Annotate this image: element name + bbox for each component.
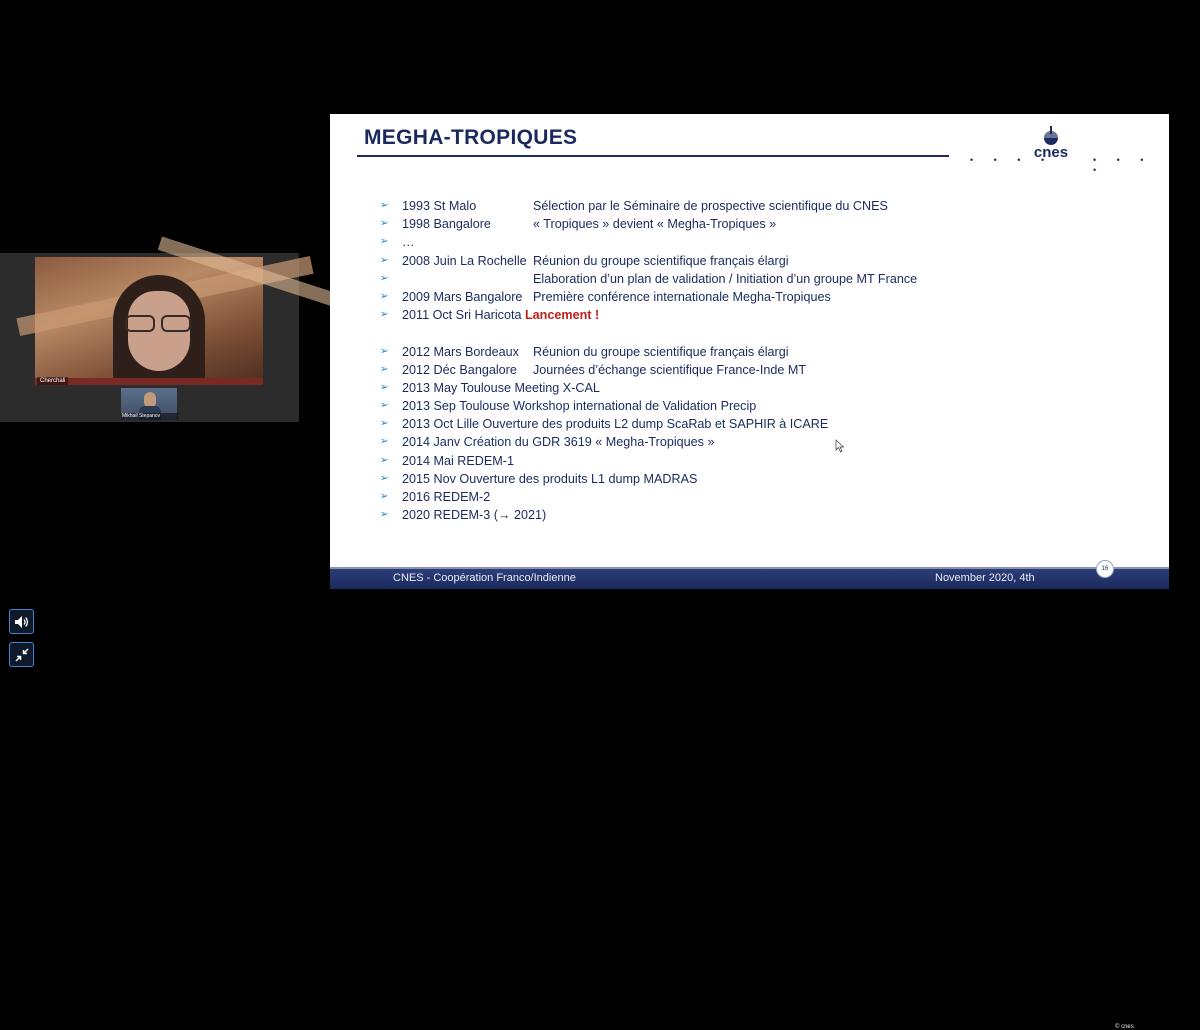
bullet-arrow-icon: ➢	[380, 400, 389, 412]
list-item: ➢ 2013 May Toulouse Meeting X-CAL	[380, 379, 1140, 397]
list-item: ➢ Elaboration d’un plan de validation / Initiation d’un groupe MT France	[380, 270, 1140, 288]
bullet-arrow-icon: ➢	[380, 200, 389, 211]
bullet-arrow-icon: ➢	[380, 472, 389, 484]
video-bottom-band	[35, 378, 263, 385]
title-divider	[357, 155, 949, 157]
list-item: ➢ 2012 Déc Bangalore Journées d’échange scientifique France-Inde MT	[380, 361, 1140, 379]
bullet-arrow-icon: ➢	[380, 363, 389, 375]
list-item: ➢ 2016 REDEM-2	[380, 488, 1140, 506]
list-item: ➢ 2012 Mars Bordeaux Réunion du groupe scientifique français élargi	[380, 343, 1140, 361]
minimize-icon	[14, 647, 30, 663]
list-item: ➢ 2011 Oct Sri Haricota Lancement !	[380, 306, 1140, 324]
list-item: ➢ …	[380, 233, 1140, 251]
bullet-arrow-icon: ➢	[380, 218, 389, 230]
list-item: ➢ 2013 Sep Toulouse Workshop international de Validation Precip	[380, 397, 1140, 415]
list-item: ➢ 2020 REDEM-3 (→ 2021)	[380, 506, 1140, 524]
copyright-text: © cnes	[1115, 1024, 1134, 1030]
timeline-list	[380, 197, 1140, 524]
footer-title: CNES - Coopération Franco/Indienne	[393, 572, 576, 584]
bullet-arrow-icon: ➢	[380, 418, 389, 430]
bullet-arrow-icon: ➢	[380, 381, 389, 393]
volume-button[interactable]	[9, 609, 34, 634]
bullet-arrow-icon: ➢	[380, 436, 389, 448]
list-item: ➢ 1993 St Malo Sélection par le Séminaire de prospective scientifique du CNES	[380, 197, 1140, 215]
list-item: ➢ 2014 Janv Création du GDR 3619 « Megha-Tropiques »	[380, 433, 1140, 451]
list-item: ➢ 2008 Juin La Rochelle Réunion du groupe scientifique français élargi	[380, 252, 1140, 270]
footer-date: November 2020, 4th	[935, 572, 1035, 584]
bullet-arrow-icon: ➢	[380, 309, 389, 321]
bullet-arrow-icon: ➢	[380, 290, 389, 302]
list-item: ➢ 2015 Nov Ouverture des produits L1 dump MADRAS	[380, 470, 1140, 488]
shared-slide	[330, 114, 1169, 1030]
launch-highlight: Lancement !	[524, 308, 600, 323]
main-participant-name: Cherchali	[37, 377, 68, 385]
main-participant-video[interactable]	[35, 257, 263, 385]
bullet-arrow-icon: ➢	[380, 236, 389, 248]
list-item: ➢ 2013 Oct Lille Ouverture des produits L2 dump ScaRab et SAPHIR à ICARE	[380, 415, 1140, 433]
slide-title: MEGHA-TROPIQUES	[364, 126, 578, 149]
cnes-logo	[1021, 126, 1081, 166]
mouse-cursor-icon	[836, 440, 844, 452]
bullet-arrow-icon: ➢	[380, 509, 389, 521]
thumbnail-participant-video[interactable]	[121, 388, 177, 420]
list-item: ➢ 1998 Bangalore « Tropiques » devient « Megha-Tropiques »	[380, 215, 1140, 233]
page-number: 16	[1096, 560, 1114, 578]
bullet-arrow-icon: ➢	[380, 491, 389, 502]
bullet-arrow-icon: ➢	[380, 345, 389, 357]
cnes-logo-text: cnes	[1033, 144, 1069, 161]
decorative-dots: • • • •	[1093, 155, 1153, 175]
bullet-arrow-icon: ➢	[380, 454, 389, 466]
slide-footer	[330, 567, 1169, 1030]
list-item: ➢ 2009 Mars Bangalore Première conférence internationale Megha-Tropiques	[380, 288, 1140, 306]
thumbnail-participant-name: Mikhail Stepanov	[121, 413, 178, 420]
bullet-arrow-icon: ➢	[380, 272, 389, 284]
video-panel	[0, 253, 299, 422]
bullet-arrow-icon: ➢	[380, 254, 389, 266]
exit-fullscreen-button[interactable]	[9, 642, 34, 667]
list-item: ➢ 2014 Mai REDEM-1	[380, 452, 1140, 470]
decorative-dots: • • • •	[970, 155, 1054, 165]
volume-icon	[14, 615, 30, 629]
participant-glasses	[125, 315, 193, 329]
